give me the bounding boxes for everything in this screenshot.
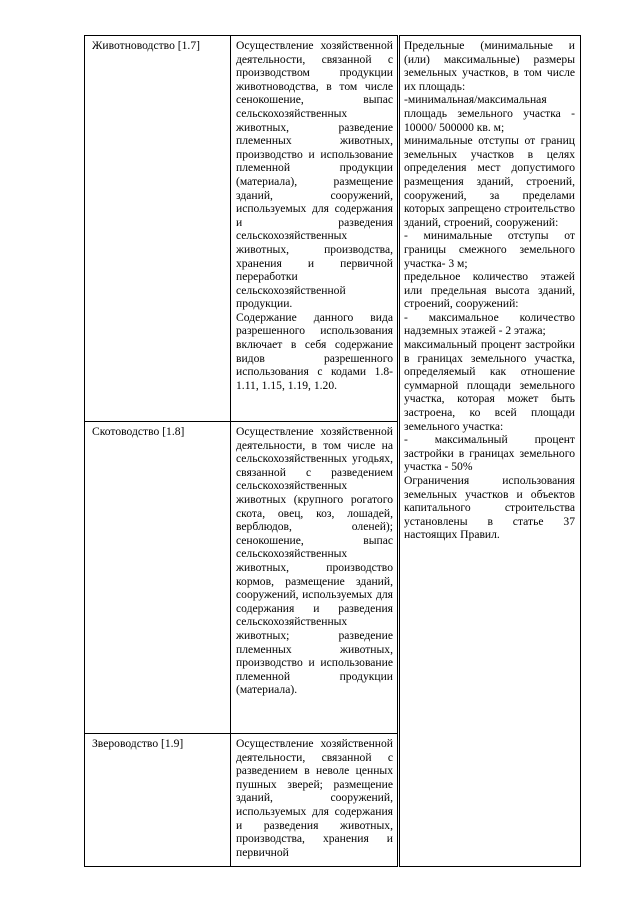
row-1-note: Содержание данного вида разрешенного использования включает в себя содержание видов разрешенного использования с кодами 1.8-1.11, 1.15, 1.19, 1.20. xyxy=(236,310,393,392)
param-paragraph: минимальные отступы от границ земельных участков в целях определения мест допустимого размещения зданий, строений, сооружений, за пределами которых запрещено строительство зданий, строений, сооружений: xyxy=(404,134,575,229)
row-1-description: Осуществление хозяйственной деятельности, связанной с производством продукции животноводства, в том числе сенокошение, выпас сельскохозяйственных животных, разведение племенных животных, производство и использование племенной продукции (материала), размещение зданий, сооружений, используемых для содержания и разведения сельскохозяйственных животных, производства, хранения и первичной переработки сельскохозяйственной продукции. xyxy=(236,39,393,311)
param-paragraph: Ограничения использования земельных участков и объектов капитального строительства установлены в статье 37 настоящих Правил. xyxy=(404,474,575,542)
table-row-desc-1 xyxy=(236,39,393,392)
table-row-name-2: Скотоводство [1.8] xyxy=(92,425,185,438)
param-paragraph: - максимальный процент застройки в границах земельного участка - 50% xyxy=(404,433,575,474)
param-paragraph: - минимальные отступы от границы смежного земельного участка- 3 м; xyxy=(404,229,575,270)
table-row-desc-3 xyxy=(236,737,393,859)
table-row-desc-2 xyxy=(236,425,393,697)
row-3-description: Осуществление хозяйственной деятельности, связанной с разведением в неволе ценных пушных зверей; размещение зданий, сооружений, используемых для содержания и разведения животных, производства, хранения и первичной xyxy=(236,737,393,859)
parameters-cell xyxy=(404,39,575,542)
param-paragraph: - максимальное количество надземных этажей - 2 этажа; xyxy=(404,310,575,338)
param-paragraph: -минимальная/максимальная площадь земельного участка - 10000/ 500000 кв. м; xyxy=(404,93,575,134)
param-paragraph: максимальный процент застройки в границах земельного участка, определяемый как отношение суммарной площади земельного участка, которая может быть застроена, ко всей площади земельного участка: xyxy=(404,338,575,433)
param-paragraph: Предельные (минимальные и (или) максимальные) размеры земельных участков, в том числе их площадь: xyxy=(404,39,575,93)
row-2-description: Осуществление хозяйственной деятельности, в том числе на сельскохозяйственных угодьях, связанной с разведением сельскохозяйственных животных (крупного рогатого скота, овец, коз, лошадей, верблюдов, оленей); сенокошение, выпас сельскохозяйственных животных, производство кормов, размещение зданий, сооружений, используемых для содержания и разведения сельскохозяйственных животных; разведение племенных животных, производство и использование племенной продукции (материала). xyxy=(236,425,393,697)
table-row-name-3: Звероводство [1.9] xyxy=(92,737,184,750)
table-row-name-1: Животноводство [1.7] xyxy=(92,39,200,52)
param-paragraph: предельное количество этажей или предельная высота зданий, строений, сооружений: xyxy=(404,270,575,311)
